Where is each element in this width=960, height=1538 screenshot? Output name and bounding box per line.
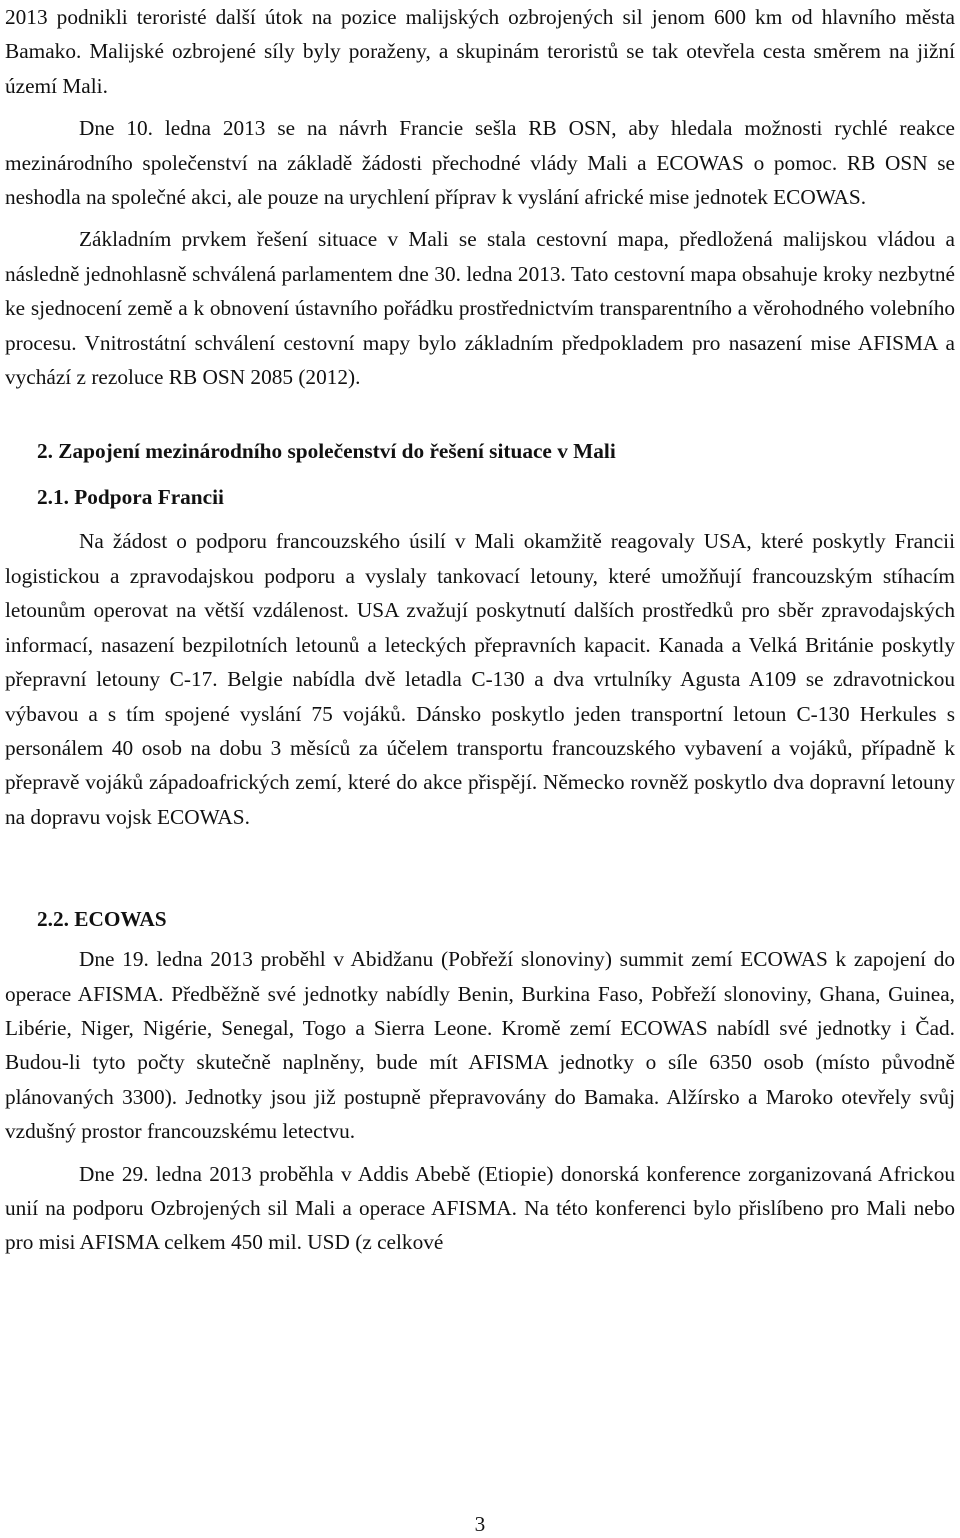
section-heading-2-2: 2.2. ECOWAS bbox=[37, 907, 167, 932]
paragraph-support-france: Na žádost o podporu francouzského úsilí v Mali okamžitě reagovaly USA, které poskytly Francii logistickou a zpravodajskou podporu a vyslaly tankovací letouny, které umožňují francouzským stíhacím letounům operovat na větší vzdálenost. USA zvažují poskytnutí dalších prostředků pro sběr zpravodajských informací, nasazení bezpilotních letounů a leteckých přepravních kapacit. Kanada a Velká Británie poskytly přepravní letouny C-17. Belgie nabídla dvě letadla C-130 a dva vrtulníky Agusta A109 se zdravotnickou výbavou a s tím spojené vyslání 75 vojáků. Dánsko poskytlo jeden transportní letoun C-130 Herkules s personálem 40 osob na dobu 3 měsíců za účelem transportu francouzského vybavení a vojáků, případně k přepravě vojáků západoafrických zemí, které do akce přispějí. Německo rovněž poskytlo dva dopravní letouny na dopravu vojsk ECOWAS. bbox=[5, 529, 955, 829]
document-page bbox=[5, 0, 955, 1260]
section-heading-2-1: 2.1. Podpora Francii bbox=[37, 485, 224, 510]
paragraph-intro-continuation: 2013 podnikli teroristé další útok na pozice malijských ozbrojených sil jenom 600 km od hlavního města Bamako. Malijské ozbrojené síly byly poraženy, a skupinám teroristů se tak otevřela cesta směrem na jižní území Mali. bbox=[5, 5, 955, 98]
section-heading-2: 2. Zapojení mezinárodního společenství do řešení situace v Mali bbox=[37, 439, 616, 464]
page-number: 3 bbox=[474, 1512, 486, 1536]
paragraph-roadmap: Základním prvkem řešení situace v Mali se stala cestovní mapa, předložená malijskou vládou a následně jednohlasně schválená parlamentem dne 30. ledna 2013. Tato cestovní mapa obsahuje kroky nezbytné ke sjednocení země a k obnovení ústavního pořádku prostřednictvím transparentního a věrohodného volebního procesu. Vnitrostátní schválení cestovní mapy bylo základním předpokladem pro nasazení mise AFISMA a vychází z rezoluce RB OSN 2085 (2012). bbox=[5, 227, 955, 390]
paragraph-donor-conference: Dne 29. ledna 2013 proběhla v Addis Abebě (Etiopie) donorská konference zorganizovaná Africkou unií na podporu Ozbrojených sil Mali a operace AFISMA. Na této konferenci bylo přislíbeno pro Mali nebo pro misi AFISMA celkem 450 mil. USD (z celkové bbox=[5, 1161, 955, 1255]
paragraph-ecowas-summit: Dne 19. ledna 2013 proběhl v Abidžanu (Pobřeží slonoviny) summit zemí ECOWAS k zapojení do operace AFISMA. Předběžně své jednotky nabídly Benin, Burkina Faso, Pobřeží slonoviny, Ghana, Guinea, Libérie, Niger, Nigérie, Senegal, Togo a Sierra Leone. Kromě zemí ECOWAS nabídl své jednotky i Čad. Budou-li tyto počty skutečně naplněny, bude mít AFISMA jednotky o síle 6350 osob (místo původně plánovaných 3300). Jednotky jsou již postupně přepravovány do Bamaka. Alžírsko a Maroko otevřely svůj vzdušný prostor francouzskému letectvu. bbox=[5, 947, 955, 1144]
paragraph-rb-osn-meeting: Dne 10. ledna 2013 se na návrh Francie sešla RB OSN, aby hledala možnosti rychlé reakce mezinárodního společenství na základě žádosti přechodné vlády Mali a ECOWAS o pomoc. RB OSN se neshodla na společné akci, ale pouze na urychlení příprav k vyslání africké mise jednotek ECOWAS. bbox=[5, 116, 955, 210]
